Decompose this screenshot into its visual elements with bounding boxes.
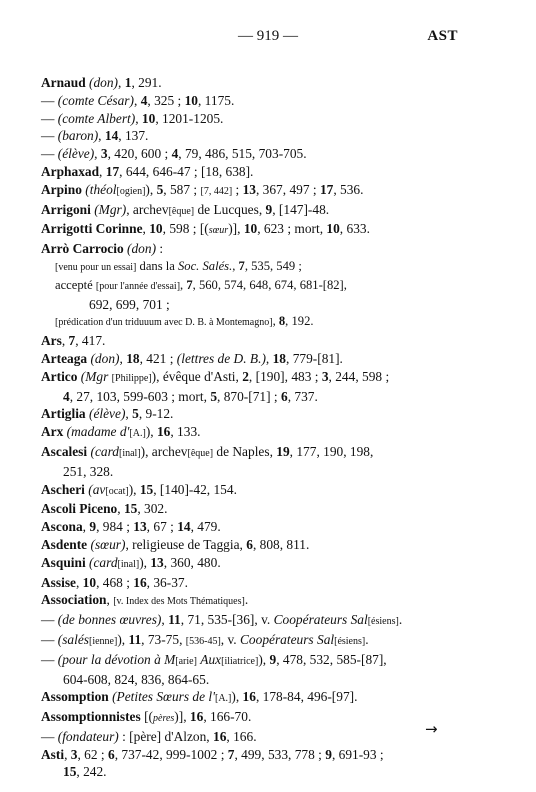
entry-text: ,: [232, 258, 239, 273]
volume-number: Arteaga: [41, 350, 88, 366]
entry-text: , 644, 646-47 ; [18, 638].: [119, 163, 254, 179]
entry-text: , 67 ;: [146, 519, 178, 535]
entry-text: .: [365, 631, 369, 647]
volume-number: Arphaxad: [41, 163, 100, 179]
index-line: [41, 728, 465, 746]
entry-text: , 62 ;: [77, 746, 108, 762]
entry-text: , 71, 535-[36], v.: [180, 612, 274, 628]
index-line: [41, 574, 465, 592]
entry-text: , 242.: [76, 764, 107, 780]
index-line: [41, 163, 465, 181]
italic-text: (av: [88, 481, 106, 497]
entry-text: 251, 328.: [63, 463, 114, 479]
entry-text: [ocat]: [105, 485, 129, 497]
index-line: [41, 181, 465, 201]
volume-number: 18: [126, 350, 140, 366]
entry-text: ,: [180, 277, 187, 292]
entry-text: [7, 442]: [200, 185, 233, 197]
index-line: [41, 127, 465, 145]
entry-text: [êque]: [168, 205, 195, 217]
entry-text: ,: [117, 501, 124, 517]
entry-text: accepté: [55, 277, 96, 292]
entry-text: , 9-12.: [138, 406, 174, 422]
entry-text: , religieuse de Taggia,: [125, 536, 247, 552]
volume-number: 9: [325, 746, 332, 762]
index-line: [41, 277, 465, 296]
entry-text: , archev: [126, 201, 169, 217]
entry-text: , 420, 600 ;: [107, 146, 172, 162]
entry-text: ,: [99, 163, 106, 179]
entry-text: , 468 ;: [96, 574, 134, 590]
entry-text: , 79, 486, 515, 703-705.: [178, 146, 307, 162]
index-line: [41, 651, 465, 671]
index-line: [41, 631, 465, 651]
entry-text: , 192.: [285, 314, 314, 329]
volume-number: 17: [105, 163, 120, 179]
entry-text: [pour l'année d'essai]: [95, 280, 181, 292]
volume-number: 9: [265, 201, 273, 217]
entry-text: —: [41, 128, 58, 144]
volume-number: 10: [243, 221, 258, 237]
running-head: AST: [427, 28, 458, 44]
entry-text: ,: [94, 146, 101, 162]
entry-text: ,: [119, 350, 127, 366]
volume-number: Assomption: [41, 689, 109, 705]
entry-text: [arie]: [175, 655, 197, 667]
entry-text: , 360, 480.: [163, 554, 221, 570]
entry-text: [536-45]: [185, 635, 221, 647]
volume-number: Ascalesi: [41, 443, 88, 459]
volume-number: 15: [139, 481, 154, 497]
volume-number: 18: [272, 350, 286, 366]
entry-text: ,: [135, 110, 142, 126]
entry-text: [ogien]: [116, 185, 146, 197]
volume-number: 11: [128, 631, 142, 647]
index-line: [41, 296, 465, 314]
entry-text: , 623 ; mort,: [257, 221, 327, 237]
italic-text: (pour la dévotion à M: [57, 651, 176, 667]
entry-text: , [140]-42, 154.: [153, 481, 237, 497]
entry-text: [A.]: [129, 428, 146, 440]
entry-text: , 779-[81].: [286, 350, 343, 366]
page-number: — 919 —: [238, 28, 298, 44]
entry-text: 692, 699, 701 ;: [89, 296, 170, 312]
entry-text: , 133.: [170, 424, 201, 440]
entry-text: [ienne]: [89, 635, 118, 647]
volume-number: Ars: [41, 333, 62, 349]
entry-text: [êque]: [187, 447, 214, 459]
entry-text: ),: [128, 481, 140, 497]
entry-text: , 984 ;: [96, 519, 134, 535]
entry-text: ),: [231, 689, 243, 705]
entry-text: ,: [106, 592, 114, 608]
entry-text: ,: [98, 128, 105, 144]
index-line: [41, 746, 465, 764]
volume-number: 9: [269, 651, 277, 667]
entry-text: —: [41, 728, 58, 744]
entry-text: , 535, 549 ;: [244, 258, 302, 273]
index-line: [41, 313, 465, 332]
entry-text: ,: [133, 92, 141, 108]
entry-text: ;: [232, 181, 243, 197]
italic-text: pères: [153, 713, 175, 725]
entry-text: , 737.: [287, 388, 318, 404]
volume-number: 4: [140, 92, 148, 108]
italic-text: (card: [90, 443, 119, 459]
entry-text: ,: [64, 746, 71, 762]
index-line: [41, 423, 465, 443]
entry-text: , 633.: [339, 221, 370, 237]
index-line: [41, 350, 465, 368]
entry-text: [ésiens]: [334, 635, 366, 647]
entry-text: , 36-37.: [146, 574, 188, 590]
entry-text: [inal]: [117, 558, 140, 570]
volume-number: Asdente: [41, 536, 88, 552]
entry-text: , 137.: [118, 128, 149, 144]
volume-number: 16: [213, 728, 227, 744]
entry-text: : [père] d'Alzon,: [118, 728, 214, 744]
index-line: [41, 405, 465, 423]
index-line: [41, 518, 465, 536]
index-line: [41, 240, 465, 258]
entry-text: , 244, 598 ;: [328, 368, 390, 384]
page-header: [0, 28, 536, 48]
italic-text: (don): [90, 350, 120, 366]
entry-text: ,: [265, 350, 273, 366]
volume-number: 15: [123, 501, 138, 517]
volume-number: Arnaud: [41, 75, 86, 90]
italic-text: (sœur): [90, 536, 126, 552]
entry-text: —: [41, 631, 58, 647]
index-line: [41, 500, 465, 518]
italic-text: (comte César): [57, 92, 134, 108]
volume-number: 17: [319, 181, 334, 197]
volume-number: 5: [132, 406, 139, 422]
entry-text: —: [41, 612, 58, 628]
volume-number: 16: [156, 424, 171, 440]
italic-text: (don): [89, 75, 119, 90]
volume-number: 4: [171, 146, 179, 162]
volume-number: Arrò Carrocio: [41, 241, 124, 257]
entry-text: —: [41, 110, 58, 126]
index-line: [41, 145, 465, 163]
entry-text: .: [244, 592, 249, 608]
volume-number: 16: [242, 689, 256, 705]
entry-text: , 587 ;: [163, 181, 201, 197]
entry-text: ,: [161, 612, 169, 628]
entry-text: , 291.: [131, 75, 162, 90]
volume-number: 19: [276, 443, 290, 459]
entry-text: [Philippe]: [111, 372, 152, 384]
entry-text: , 560, 574, 648, 674, 681-[82],: [192, 277, 347, 292]
volume-number: 7: [227, 746, 235, 762]
index-entries: [41, 74, 465, 781]
index-line: [41, 463, 465, 481]
index-line: [41, 388, 465, 406]
italic-text: (card: [89, 554, 118, 570]
entry-text: , v.: [220, 631, 240, 647]
entry-text: , 166-70.: [203, 709, 252, 725]
entry-text: ),: [139, 554, 151, 570]
italic-text: (fondateur): [57, 728, 119, 744]
volume-number: 16: [189, 709, 204, 725]
volume-number: 1: [124, 75, 132, 90]
entry-text: , 870-[71] ;: [217, 388, 281, 404]
index-line: [41, 481, 465, 501]
volume-number: Artico: [41, 368, 78, 384]
volume-number: 11: [168, 612, 181, 628]
italic-text: (don): [127, 241, 157, 257]
entry-text: , 302.: [137, 501, 168, 517]
entry-text: ),: [117, 631, 129, 647]
entry-text: ,: [61, 333, 69, 349]
entry-text: ),: [145, 424, 157, 440]
volume-number: 8: [278, 314, 286, 329]
volume-number: 10: [82, 574, 97, 590]
entry-text: , 478, 532, 585-[87],: [276, 651, 387, 667]
entry-text: , 421 ;: [139, 350, 177, 366]
entry-text: , 598 ; [(: [162, 221, 209, 237]
volume-number: Asti: [41, 746, 65, 762]
entry-text: , 737-42, 999-1002 ;: [114, 746, 228, 762]
italic-text: (baron): [57, 128, 99, 144]
volume-number: 2: [242, 368, 249, 384]
entry-text: )],: [228, 221, 244, 237]
volume-number: Assomptionnistes: [41, 709, 141, 725]
entry-text: [prédication d'un triduuum avec D. B. à Montemagno]: [55, 317, 273, 329]
volume-number: Association: [41, 592, 107, 608]
italic-text: (lettres de D. B.): [176, 350, 266, 366]
entry-text: [venu pour un essai]: [55, 261, 137, 273]
entry-text: [(: [140, 709, 153, 725]
index-line: [41, 708, 465, 728]
index-line: [41, 611, 465, 631]
index-line: [41, 92, 465, 110]
volume-number: Ascona: [41, 519, 83, 535]
volume-number: 13: [242, 181, 256, 197]
entry-text: ), évêque d'Asti,: [151, 368, 243, 384]
italic-text: (Mgr: [80, 368, 112, 384]
index-line: [41, 110, 465, 128]
entry-text: ,: [75, 574, 83, 590]
italic-text: (salés: [57, 631, 89, 647]
entry-text: , 499, 533, 778 ;: [234, 746, 326, 762]
entry-text: [A.]: [215, 693, 232, 705]
index-line: [41, 220, 465, 240]
entry-text: ,: [82, 519, 90, 535]
entry-text: , 177, 190, 198,: [289, 443, 374, 459]
volume-number: 15: [63, 764, 77, 780]
entry-text: , 367, 497 ;: [255, 181, 320, 197]
index-line: [41, 591, 465, 611]
entry-text: [ésiens]: [367, 616, 399, 628]
volume-number: 3: [321, 368, 329, 384]
entry-text: , 1201-1205.: [155, 110, 224, 126]
italic-text: Coopérateurs Sal: [273, 612, 368, 628]
volume-number: 7: [68, 333, 76, 349]
index-line: [41, 554, 465, 574]
entry-text: ), archev: [140, 443, 188, 459]
volume-number: 4: [63, 388, 70, 404]
entry-text: 604-608, 824, 836, 864-65.: [63, 671, 210, 687]
index-line: [41, 688, 465, 708]
entry-text: , 73-75,: [141, 631, 186, 647]
entry-text: —: [41, 651, 58, 667]
entry-text: ,: [125, 406, 133, 422]
index-line: [41, 74, 465, 92]
entry-text: ,: [142, 221, 150, 237]
entry-text: )],: [174, 709, 190, 725]
italic-text: Soc. Salés.: [178, 258, 233, 273]
entry-text: , 691-93 ;: [331, 746, 384, 762]
index-line: [41, 443, 465, 463]
entry-text: , 417.: [75, 333, 106, 349]
volume-number: 6: [107, 746, 115, 762]
entry-text: ),: [145, 181, 157, 197]
entry-text: , 479.: [190, 519, 221, 535]
entry-text: .: [398, 612, 403, 628]
italic-text: (madame d': [66, 424, 130, 440]
entry-text: , 27, 103, 599-603 ; mort,: [69, 388, 211, 404]
volume-number: 9: [89, 519, 97, 535]
index-line: [41, 332, 465, 350]
volume-number: 14: [104, 128, 119, 144]
italic-text: sœur: [208, 225, 229, 237]
volume-number: Ascoli Piceno: [41, 501, 118, 517]
volume-number: 10: [326, 221, 340, 237]
italic-text: (élève): [88, 406, 126, 422]
volume-number: 6: [280, 388, 288, 404]
entry-text: ),: [258, 651, 270, 667]
italic-text: (élève): [57, 146, 95, 162]
entry-text: , 536.: [333, 181, 364, 197]
volume-number: 6: [246, 536, 253, 552]
volume-number: 5: [210, 388, 218, 404]
entry-text: , 325 ;: [147, 92, 185, 108]
entry-text: —: [41, 92, 58, 108]
volume-number: Ascheri: [41, 481, 85, 497]
italic-text: Aux: [200, 651, 222, 667]
volume-number: 3: [100, 146, 108, 162]
volume-number: Artiglia: [41, 406, 86, 422]
volume-number: Arrigoni: [41, 201, 91, 217]
entry-text: [inal]: [119, 447, 141, 459]
entry-text: :: [156, 241, 164, 257]
volume-number: 10: [184, 92, 198, 108]
italic-text: (comte Albert): [57, 110, 136, 126]
volume-number: Asquini: [41, 554, 86, 570]
volume-number: 16: [133, 574, 147, 590]
italic-text: (Mgr): [94, 201, 127, 217]
volume-number: 14: [177, 519, 191, 535]
entry-text: dans la: [136, 258, 178, 273]
entry-text: —: [41, 146, 58, 162]
entry-text: , [190], 483 ;: [248, 368, 322, 384]
volume-number: Arrigotti Corinne: [41, 221, 143, 237]
entry-text: de Lucques,: [194, 201, 266, 217]
entry-text: , 808, 811.: [252, 536, 310, 552]
entry-text: , 178-84, 496-[97].: [255, 689, 358, 705]
entry-text: , 1175.: [197, 92, 235, 108]
volume-number: 13: [150, 554, 164, 570]
index-line: [41, 258, 465, 277]
volume-number: 10: [141, 110, 156, 126]
volume-number: 13: [133, 519, 147, 535]
volume-number: 7: [186, 277, 193, 292]
continue-arrow-icon: →: [425, 720, 438, 738]
index-line: [41, 201, 465, 221]
italic-text: (de bonnes œuvres): [57, 612, 162, 628]
volume-number: 10: [149, 221, 163, 237]
index-line: [41, 368, 465, 388]
volume-number: 3: [70, 746, 78, 762]
entry-text: ,: [272, 314, 279, 329]
volume-number: Arpino: [41, 181, 82, 197]
volume-number: 7: [238, 258, 245, 273]
entry-text: ,: [118, 75, 125, 90]
italic-text: Coopérateurs Sal: [240, 631, 335, 647]
index-line: [41, 671, 465, 689]
italic-text: (Petites Sœurs de l': [112, 689, 215, 705]
volume-number: Arx: [41, 424, 64, 440]
entry-text: [iliatrice]: [221, 655, 259, 667]
index-line: [41, 536, 465, 554]
entry-text: [v. Index des Mots Thématiques]: [113, 596, 245, 608]
italic-text: (théol: [85, 181, 117, 197]
index-line: [41, 763, 465, 781]
entry-text: de Naples,: [213, 443, 277, 459]
volume-number: 5: [156, 181, 164, 197]
entry-text: , 166.: [226, 728, 257, 744]
volume-number: Assise: [41, 574, 76, 590]
entry-text: , [147]-48.: [272, 201, 330, 217]
